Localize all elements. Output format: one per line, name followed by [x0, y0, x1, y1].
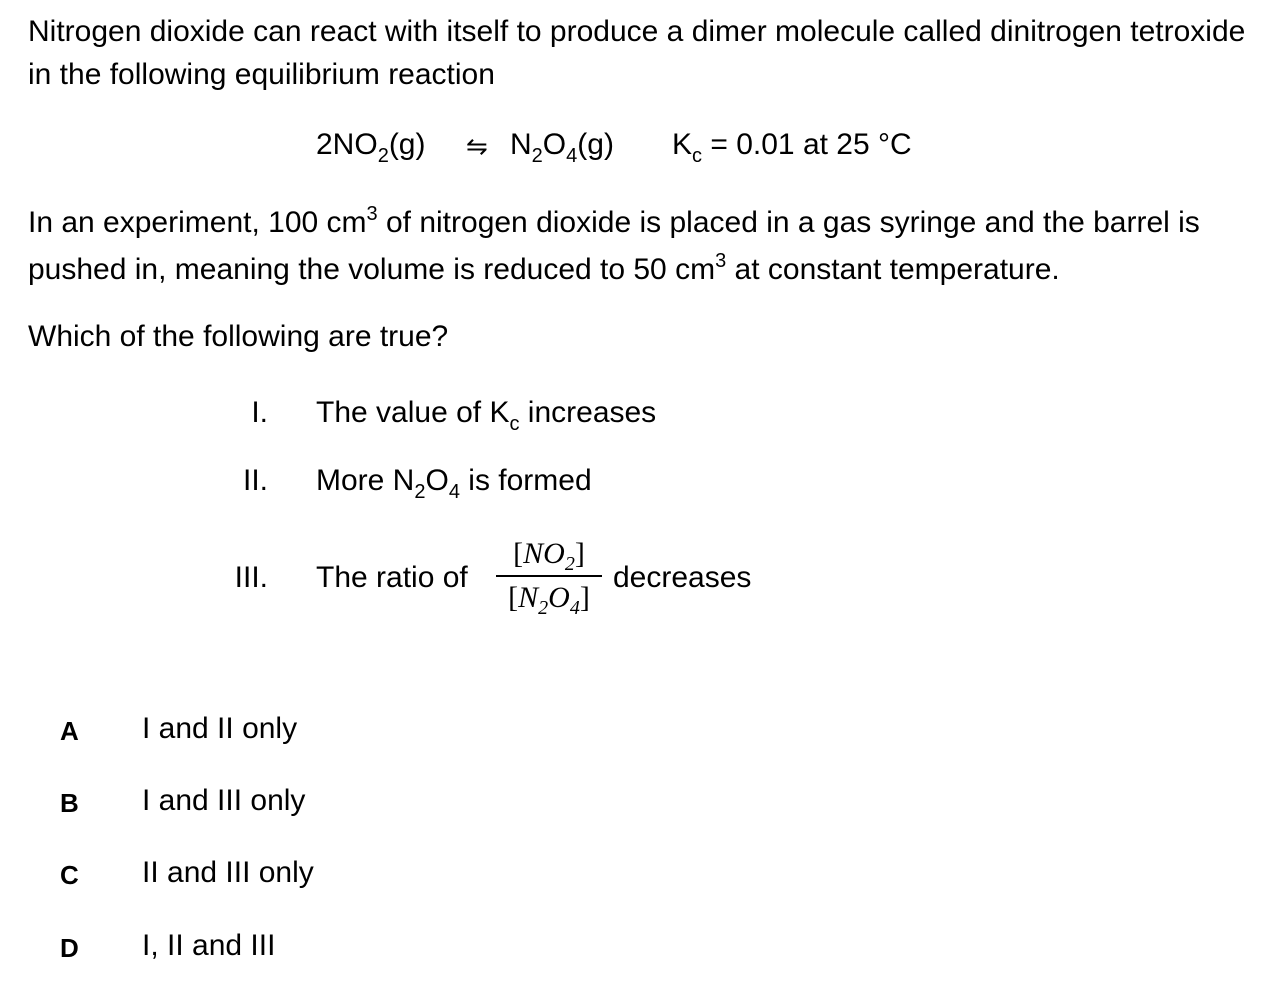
statement-2-pre: More N: [316, 464, 415, 497]
statement-2: [316, 464, 592, 503]
k-subscript: c: [692, 145, 703, 167]
reactant-state: (g): [388, 128, 426, 161]
superscript-3: 3: [715, 250, 727, 272]
product-o: O: [542, 128, 567, 161]
option-a-letter[interactable]: A: [60, 716, 79, 746]
option-b-text[interactable]: I and III only: [142, 784, 306, 817]
statement-numeral-1: I.: [251, 396, 268, 429]
statement-2-mid: O: [425, 464, 449, 497]
option-d-letter[interactable]: D: [60, 933, 79, 963]
equilibrium-constant: [672, 128, 912, 167]
concentration-ratio-fraction: [496, 535, 602, 617]
fraction-bar: [496, 575, 602, 577]
experiment-text-3: at constant temperature.: [726, 253, 1060, 286]
statement-1: [316, 396, 657, 435]
product-state: (g): [577, 128, 614, 161]
statement-2-post: is formed: [459, 464, 592, 497]
intro-paragraph: Nitrogen dioxide can react with itself to produce a dimer molecule called dinitrogen tetroxide in the following equilibrium reaction: [28, 15, 1246, 91]
product-subscript-2: 4: [566, 145, 578, 167]
statement-1-post: increases: [519, 396, 657, 429]
superscript-3: 3: [366, 203, 378, 225]
experiment-text-2: of nitrogen dioxide is placed in a gas syringe and the barrel is pushed in, meaning the volume is reduced to 50 cm: [28, 206, 1200, 286]
question-text: Which of the following are true?: [28, 320, 449, 353]
statement-2-sub-1: 2: [414, 481, 426, 503]
reactant-formula: 2NO: [316, 128, 378, 161]
experiment-text-1: In an experiment, 100 cm: [28, 206, 367, 239]
option-b-letter[interactable]: B: [60, 788, 79, 818]
option-d-text[interactable]: I, II and III: [142, 929, 276, 962]
statement-1-pre: The value of K: [316, 396, 510, 429]
equilibrium-arrow-icon: ⇋: [466, 131, 488, 161]
fraction-numerator: $[NO_2]$: [513, 537, 585, 575]
statement-2-sub-2: 4: [448, 481, 460, 503]
statement-numeral-3: III.: [234, 561, 268, 594]
equation-reactant: [316, 128, 426, 167]
statement-3-pre: The ratio of: [316, 561, 468, 594]
k-value: = 0.01 at 25 °C: [710, 128, 912, 161]
statement-1-sub: c: [509, 413, 520, 435]
reactant-subscript: 2: [377, 145, 389, 167]
fraction-denominator: $[N_2O_4]$: [508, 581, 590, 619]
option-c-letter[interactable]: C: [60, 860, 79, 890]
product-n: N: [510, 128, 532, 161]
equation-product: [510, 128, 614, 167]
option-c-text[interactable]: II and III only: [142, 856, 314, 889]
k-symbol: K: [672, 128, 693, 161]
option-a-text[interactable]: I and II only: [142, 712, 298, 745]
experiment-paragraph: [28, 201, 1253, 295]
product-subscript-1: 2: [531, 145, 543, 167]
statement-3-post: decreases: [613, 561, 752, 594]
statement-numeral-2: II.: [242, 464, 268, 497]
